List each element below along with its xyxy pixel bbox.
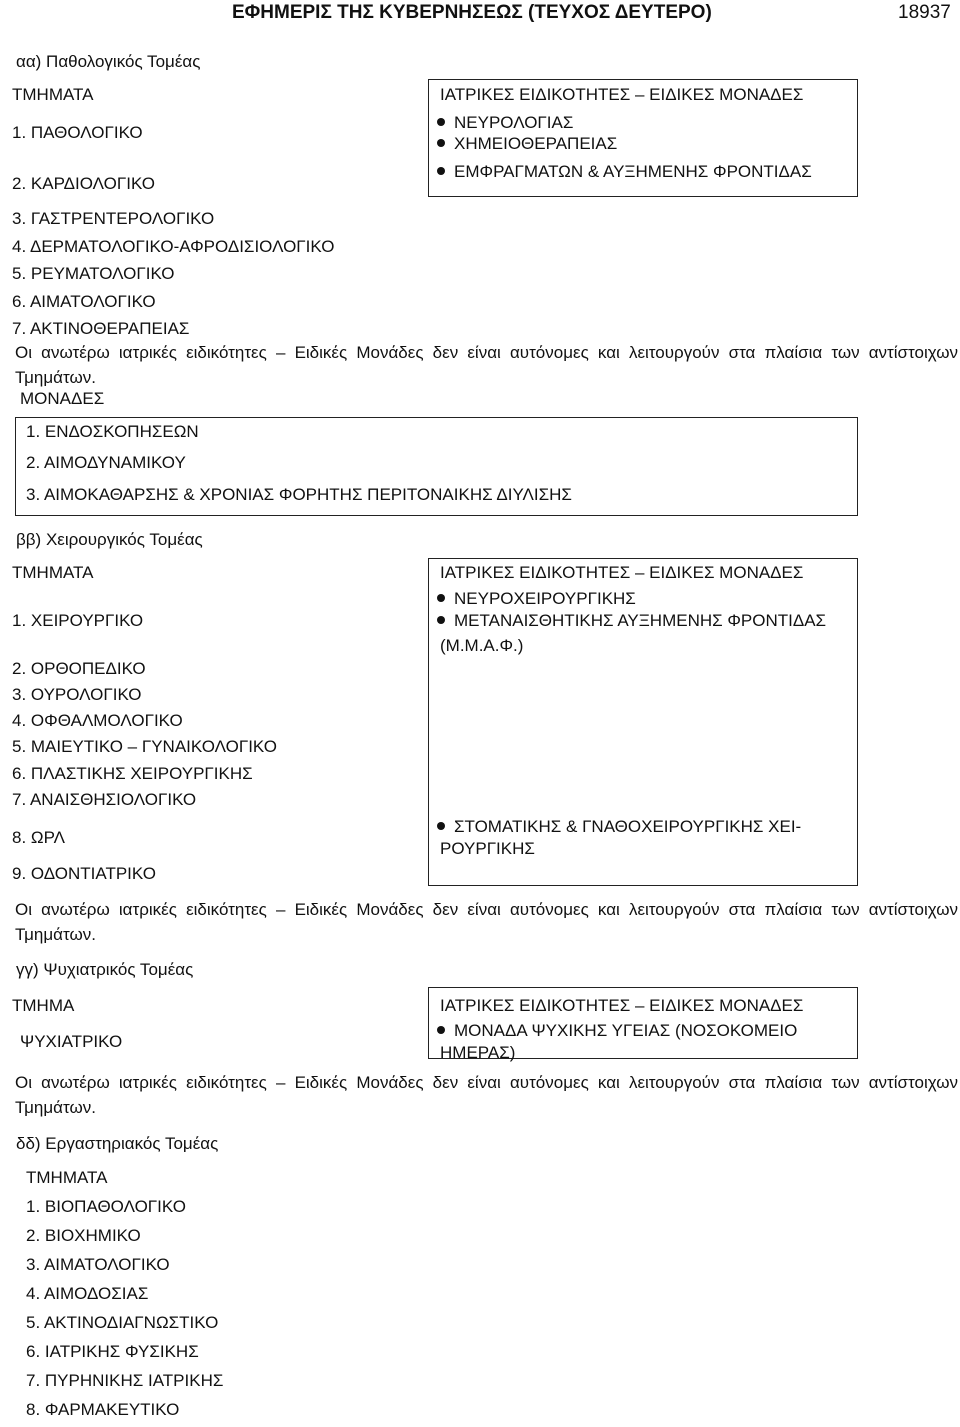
specialty-item: ΕΜΦΡΑΓΜΑΤΩΝ & ΑΥΞΗΜΕΝΗΣ ΦΡΟΝΤΙΔΑΣ xyxy=(437,162,812,182)
specialty-item-continuation: (Μ.Μ.Α.Φ.) xyxy=(440,636,524,655)
department-item: 1. ΧΕΙΡΟΥΡΓΙΚΟ xyxy=(12,611,144,630)
page-title: ΕΦΗΜΕΡΙΣ ΤΗΣ ΚΥΒΕΡΝΗΣΕΩΣ (ΤΕΥΧΟΣ ΔΕΥΤΕΡΟ) xyxy=(232,2,712,23)
column-header-departments: ΤΜΗΜΑ xyxy=(12,996,75,1015)
department-item: 9. ΟΔΟΝΤΙΑΤΡΙΚΟ xyxy=(12,864,156,883)
specialty-item: ΝΕΥΡΟΧΕΙΡΟΥΡΓΙΚΗΣ xyxy=(437,589,636,609)
department-item: 7. ΑΚΤΙΝΟΘΕΡΑΠΕΙΑΣ xyxy=(12,319,190,338)
department-item: 8. ΦΑΡΜΑΚΕΥΤΙΚΟ xyxy=(26,1400,180,1419)
note-paragraph: Οι ανωτέρω ιατρικές ειδικότητες – Ειδικές Μονάδες δεν είναι αυτόνομες και λειτουργούν στα πλαίσια των αντίστοιχων Τμημάτων. xyxy=(15,343,958,387)
department-item: 4. ΑΙΜΟΔΟΣΙΑΣ xyxy=(26,1284,149,1303)
unit-item: 3. ΑΙΜΟΚΑΘΑΡΣΗΣ & ΧΡΟΝΙΑΣ ΦΟΡΗΤΗΣ ΠΕΡΙΤΟΝΑΙΚΗΣ ΔΙΥΛΙΣΗΣ xyxy=(26,485,572,504)
department-item: 4. ΟΦΘΑΛΜΟΛΟΓΙΚΟ xyxy=(12,711,183,730)
department-item: 5. ΡΕΥΜΑΤΟΛΟΓΙΚΟ xyxy=(12,264,175,283)
column-header-departments: ΤΜΗΜΑΤΑ xyxy=(26,1168,108,1187)
department-item: 8. ΩΡΛ xyxy=(12,828,66,847)
specialty-item-continuation: ΡΟΥΡΓΙΚΗΣ xyxy=(440,839,535,858)
department-item: 7. ΑΝΑΙΣΘΗΣΙΟΛΟΓΙΚΟ xyxy=(12,790,197,809)
specialty-item-continuation: ΗΜΕΡΑΣ) xyxy=(440,1043,516,1062)
department-item: ΨΥΧΙΑΤΡΙΚΟ xyxy=(20,1032,123,1051)
specialty-item: ΣΤΟΜΑΤΙΚΗΣ & ΓΝΑΘΟΧΕΙΡΟΥΡΓΙΚΗΣ ΧΕΙ- xyxy=(437,817,801,837)
department-item: 6. ΠΛΑΣΤΙΚΗΣ ΧΕΙΡΟΥΡΓΙΚΗΣ xyxy=(12,764,253,783)
department-item: 3. ΑΙΜΑΤΟΛΟΓΙΚΟ xyxy=(26,1255,170,1274)
department-item: 5. ΑΚΤΙΝΟΔΙΑΓΝΩΣΤΙΚΟ xyxy=(26,1313,219,1332)
unit-item: 2. ΑΙΜΟΔΥΝΑΜΙΚΟΥ xyxy=(26,453,186,472)
department-item: 6. ΙΑΤΡΙΚΗΣ ΦΥΣΙΚΗΣ xyxy=(26,1342,199,1361)
column-header-departments: ΤΜΗΜΑΤΑ xyxy=(12,85,94,104)
department-item: 5. ΜΑΙΕΥΤΙΚΟ – ΓΥΝΑΙΚΟΛΟΓΙΚΟ xyxy=(12,737,277,756)
specialty-item: ΜΟΝΑΔΑ ΨΥΧΙΚΗΣ ΥΓΕΙΑΣ (ΝΟΣΟΚΟΜΕΙΟ xyxy=(437,1021,797,1041)
department-item: 2. ΟΡΘΟΠΕΔΙΚΟ xyxy=(12,659,146,678)
department-item: 4. ΔΕΡΜΑΤΟΛΟΓΙΚΟ-ΑΦΡΟΔΙΣΙΟΛΟΓΙΚΟ xyxy=(12,237,335,256)
section-heading: ββ) Χειρουργικός Τομέας xyxy=(16,530,203,549)
department-item: 7. ΠΥΡΗΝΙΚΗΣ ΙΑΤΡΙΚΗΣ xyxy=(26,1371,224,1390)
department-item: 6. ΑΙΜΑΤΟΛΟΓΙΚΟ xyxy=(12,292,156,311)
column-header-specialties: ΙΑΤΡΙΚΕΣ ΕΙΔΙΚΟΤΗΤΕΣ – ΕΙΔΙΚΕΣ ΜΟΝΑΔΕΣ xyxy=(440,85,804,104)
specialty-item: ΜΕΤΑΝΑΙΣΘΗΤΙΚΗΣ ΑΥΞΗΜΕΝΗΣ ΦΡΟΝΤΙΔΑΣ xyxy=(437,611,826,631)
department-item: 1. ΠΑΘΟΛΟΓΙΚΟ xyxy=(12,123,143,142)
column-header-departments: ΤΜΗΜΑΤΑ xyxy=(12,563,94,582)
specialty-item: ΧΗΜΕΙΟΘΕΡΑΠΕΙΑΣ xyxy=(437,134,617,154)
specialty-item: ΝΕΥΡΟΛΟΓΙΑΣ xyxy=(437,113,573,133)
column-header-specialties: ΙΑΤΡΙΚΕΣ ΕΙΔΙΚΟΤΗΤΕΣ – ΕΙΔΙΚΕΣ ΜΟΝΑΔΕΣ xyxy=(440,996,804,1015)
unit-item: 1. ΕΝΔΟΣΚΟΠΗΣΕΩΝ xyxy=(26,422,199,441)
note-paragraph: Οι ανωτέρω ιατρικές ειδικότητες – Ειδικές Μονάδες δεν είναι αυτόνομες και λειτουργούν στα πλαίσια των αντίστοιχων Τμημάτων. xyxy=(15,1073,958,1117)
section-heading: γγ) Ψυχιατρικός Τομέας xyxy=(16,960,194,979)
column-header-specialties: ΙΑΤΡΙΚΕΣ ΕΙΔΙΚΟΤΗΤΕΣ – ΕΙΔΙΚΕΣ ΜΟΝΑΔΕΣ xyxy=(440,563,804,582)
department-item: 3. ΓΑΣΤΡΕΝΤΕΡΟΛΟΓΙΚΟ xyxy=(12,209,215,228)
section-heading: δδ) Εργαστηριακός Τομέας xyxy=(16,1134,219,1153)
units-heading: ΜΟΝΑΔΕΣ xyxy=(20,389,105,408)
department-item: 2. ΚΑΡΔΙΟΛΟΓΙΚΟ xyxy=(12,174,155,193)
note-paragraph: Οι ανωτέρω ιατρικές ειδικότητες – Ειδικές Μονάδες δεν είναι αυτόνομες και λειτουργούν στα πλαίσια των αντίστοιχων Τμημάτων. xyxy=(15,900,958,944)
department-item: 1. ΒΙΟΠΑΘΟΛΟΓΙΚΟ xyxy=(26,1197,186,1216)
department-item: 2. ΒΙΟΧΗΜΙΚΟ xyxy=(26,1226,141,1245)
page-number: 18937 xyxy=(898,2,951,23)
department-item: 3. ΟΥΡΟΛΟΓΙΚΟ xyxy=(12,685,142,704)
section-heading: αα) Παθολογικός Τομέας xyxy=(16,52,201,71)
